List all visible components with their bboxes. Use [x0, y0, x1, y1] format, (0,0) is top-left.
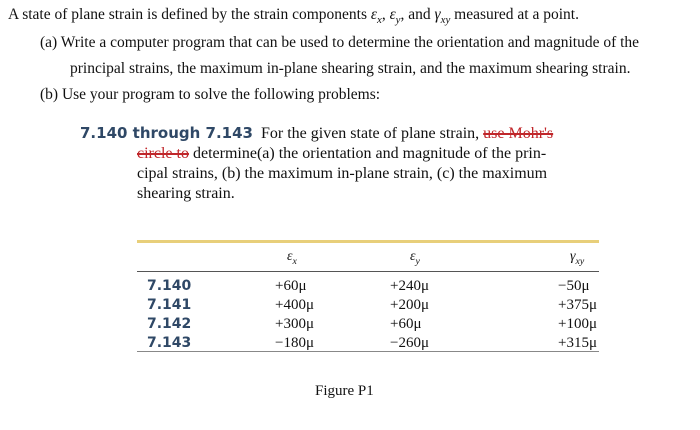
- row-label: 7.140: [147, 278, 192, 294]
- problem-number: 7.140 through 7.143: [80, 124, 253, 142]
- row-label: 7.141: [147, 297, 192, 313]
- item-a-line1: (a) Write a computer program that can be used to determine the orientation and magnitude of the: [40, 34, 640, 51]
- gamma-xy-symbol: $\gamma_{xy}$: [434, 6, 451, 27]
- table-header-rule: [137, 271, 599, 272]
- cell-ey: +240μ: [390, 278, 430, 294]
- cell-gxy: +315μ: [558, 335, 598, 351]
- header-epsilon-x: $\varepsilon_x$: [287, 249, 297, 267]
- figure-caption: Figure P1: [315, 383, 374, 399]
- item-b: (b) Use your program to solve the following problems:: [40, 86, 381, 103]
- intro-and: , and: [400, 6, 435, 23]
- item-a-line2: principal strains, the maximum in-plane shearing strain, and the maximum shearing strain.: [70, 60, 631, 77]
- header-epsilon-y: $\varepsilon_y$: [410, 249, 420, 267]
- cell-ex: +400μ: [275, 297, 315, 313]
- table-top-rule: [137, 240, 599, 243]
- problem-line-2-text: determine(a) the orientation and magnitude of the prin-: [188, 145, 547, 162]
- problem-line-4: shearing strain.: [137, 185, 235, 202]
- cell-ey: −260μ: [390, 335, 430, 351]
- cell-ex: −180μ: [275, 335, 315, 351]
- epsilon-y-symbol: $\varepsilon_y$: [389, 6, 401, 27]
- cell-ex: +60μ: [275, 278, 307, 294]
- row-label: 7.143: [147, 335, 192, 351]
- problem-line-2: [80, 144, 640, 164]
- row-label: 7.142: [147, 316, 192, 332]
- cell-gxy: −50μ: [558, 278, 590, 294]
- epsilon-x-symbol: $\varepsilon_x$: [370, 6, 382, 27]
- struck-text-2: circle to: [137, 145, 189, 162]
- intro-text: A state of plane strain is defined by the strain components: [8, 6, 371, 23]
- cell-gxy: +100μ: [558, 316, 598, 332]
- cell-ey: +200μ: [390, 297, 430, 313]
- cell-ex: +300μ: [275, 316, 315, 332]
- cell-ey: +60μ: [390, 316, 422, 332]
- problem-statement: [80, 123, 640, 204]
- intro-text-end: measured at a point.: [450, 6, 579, 23]
- struck-text-1: use Mohr's: [483, 125, 554, 142]
- problem-intro: For the given state of plane strain,: [260, 125, 484, 142]
- intro-comma: ,: [381, 6, 390, 23]
- intro-sentence: [8, 5, 579, 30]
- table-bottom-rule: [137, 351, 599, 352]
- cell-gxy: +375μ: [558, 297, 598, 313]
- header-gamma-xy: $\gamma_{xy}$: [570, 249, 585, 267]
- problem-line-1: [80, 123, 640, 144]
- problem-line-3: cipal strains, (b) the maximum in-plane strain, (c) the maximum: [137, 165, 548, 182]
